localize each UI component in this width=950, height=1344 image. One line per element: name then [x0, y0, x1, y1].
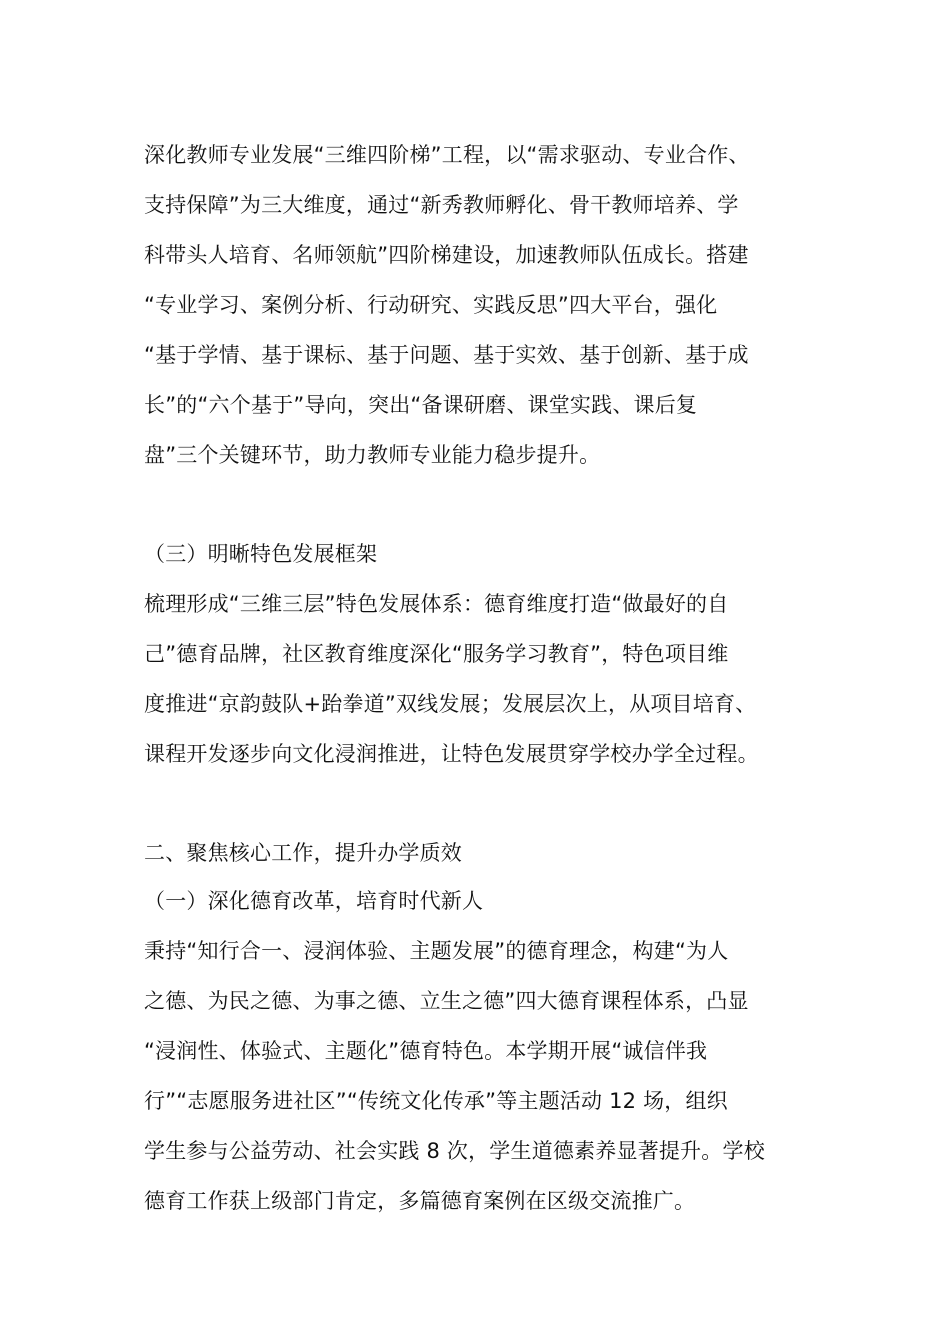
paragraph-line: 长”的“六个基于”导向，突出“备课研磨、课堂实践、课后复 [144, 393, 698, 417]
section-heading: （一）深化德育改革，培育时代新人 [144, 889, 484, 913]
paragraph-line: “专业学习、案例分析、行动研究、实践反思”四大平台，强化 [144, 293, 718, 317]
paragraph-line: 秉持“知行合一、浸润体验、主题发展”的德育理念，构建“为人 [144, 939, 729, 963]
chapter-heading: 二、聚焦核心工作，提升办学质效 [144, 841, 462, 865]
paragraph-line: 学生参与公益劳动、社会实践 8 次，学生道德素养显著提升。学校 [144, 1139, 765, 1163]
paragraph-line: 德育工作获上级部门肯定，多篇德育案例在区级交流推广。 [144, 1189, 696, 1213]
paragraph-line: 盘”三个关键环节，助力教师专业能力稳步提升。 [144, 443, 601, 467]
paragraph-line: 之德、为民之德、为事之德、立生之德”四大德育课程体系，凸显 [144, 989, 749, 1013]
paragraph-line: 度推进“京韵鼓队+跆拳道”双线发展；发展层次上，从项目培育、 [144, 692, 757, 716]
paragraph-line: “浸润性、体验式、主题化”德育特色。本学期开展“诚信伴我 [144, 1039, 708, 1063]
paragraph-line: 深化教师专业发展“三维四阶梯”工程，以“需求驱动、专业合作、 [144, 143, 750, 167]
paragraph-line: 科带头人培育、名师领航”四阶梯建设，加速教师队伍成长。搭建 [144, 243, 749, 267]
paragraph-line: 支持保障”为三大维度，通过“新秀教师孵化、骨干教师培养、学 [144, 193, 739, 217]
paragraph-line: 己”德育品牌，社区教育维度深化“服务学习教育”，特色项目维 [144, 642, 729, 666]
paragraph-line: 课程开发逐步向文化浸润推进，让特色发展贯穿学校办学全过程。 [144, 742, 759, 766]
paragraph-line: 行”“志愿服务进社区”“传统文化传承”等主题活动 12 场，组织 [144, 1089, 728, 1113]
paragraph-line: “基于学情、基于课标、基于问题、基于实效、基于创新、基于成 [144, 343, 749, 367]
paragraph-line: 梳理形成“三维三层”特色发展体系：德育维度打造“做最好的自 [144, 592, 729, 616]
section-heading: （三）明晰特色发展框架 [144, 542, 378, 566]
